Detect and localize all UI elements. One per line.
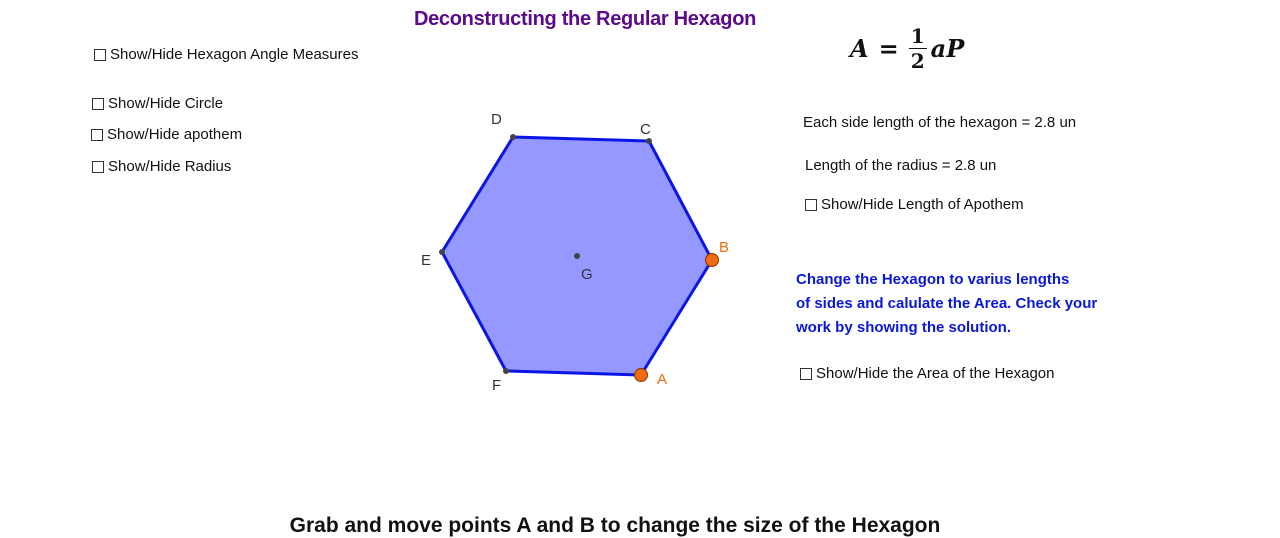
- point-a-label: A: [657, 371, 668, 388]
- checkbox-label: Show/Hide Length of Apothem: [821, 196, 1024, 213]
- point-c-dot[interactable]: [646, 138, 652, 144]
- point-g-dot[interactable]: [574, 253, 580, 259]
- formula-lhs: A: [850, 34, 869, 63]
- checkbox-label: Show/Hide apothem: [107, 126, 243, 143]
- formula-rhs: aP: [930, 34, 965, 63]
- point-d-label: D: [491, 111, 502, 128]
- radius-length-text: Length of the radius = 2.8 un: [805, 157, 997, 174]
- checkbox-label: Show/Hide Circle: [108, 95, 224, 112]
- checkbox-label: Show/Hide Hexagon Angle Measures: [110, 46, 359, 63]
- point-a-handle[interactable]: [635, 369, 648, 382]
- point-f-dot[interactable]: [503, 368, 509, 374]
- point-e-label: E: [421, 252, 432, 269]
- formula-numerator: 1: [910, 24, 925, 48]
- point-b-label: B: [719, 239, 730, 256]
- checkbox-label: Show/Hide the Area of the Hexagon: [816, 365, 1055, 382]
- formula-denominator: 2: [910, 49, 925, 73]
- page-title: Deconstructing the Regular Hexagon: [413, 8, 757, 30]
- side-length-text: Each side length of the hexagon = 2.8 un: [803, 114, 1077, 131]
- footer-instruction: Grab and move points A and B to change the size of the Hexagon: [289, 514, 941, 537]
- point-d-dot[interactable]: [510, 134, 516, 140]
- point-g-label: G: [581, 266, 593, 283]
- instructions-line: of sides and calulate the Area. Check your: [796, 295, 1098, 312]
- instructions-line: work by showing the solution.: [796, 319, 1012, 336]
- instructions-line: Change the Hexagon to varius lengths: [796, 271, 1070, 288]
- point-e-dot[interactable]: [439, 249, 445, 255]
- point-b-handle[interactable]: [706, 254, 719, 267]
- point-f-label: F: [492, 377, 502, 394]
- checkbox-label: Show/Hide Radius: [108, 158, 232, 175]
- point-c-label: C: [640, 121, 651, 138]
- formula-equals: =: [878, 34, 899, 63]
